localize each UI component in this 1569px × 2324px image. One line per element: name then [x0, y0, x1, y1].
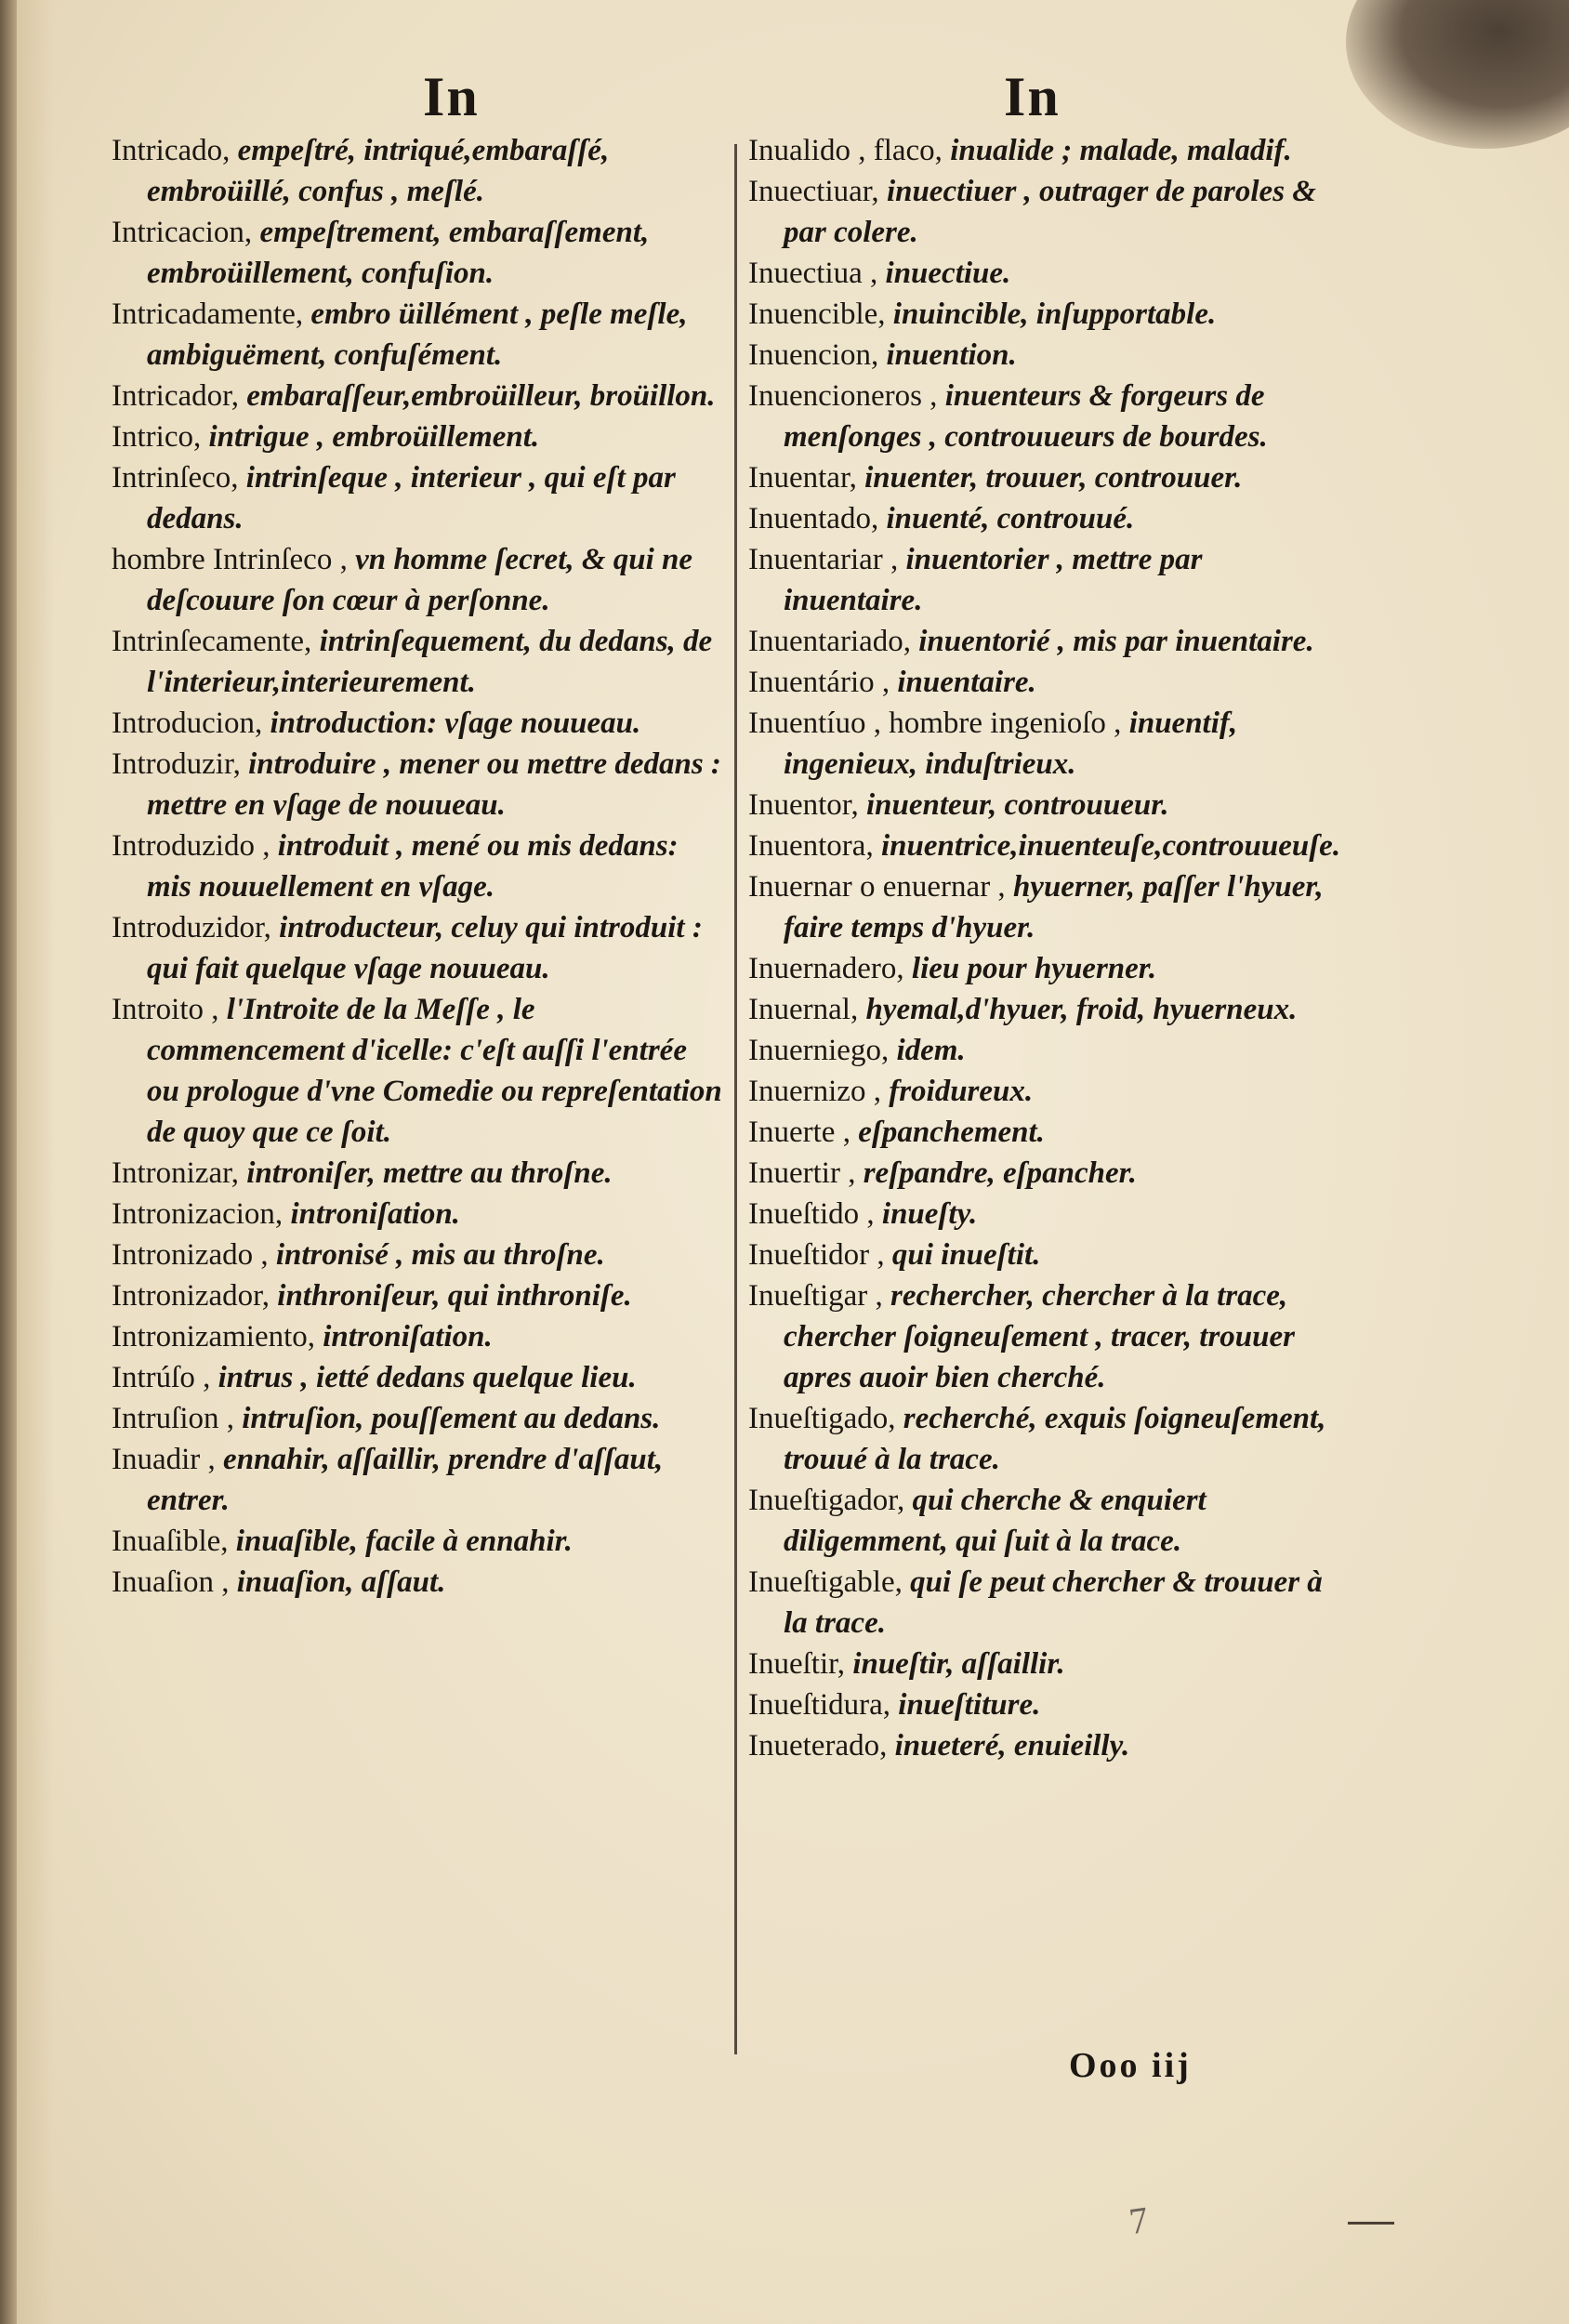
entry-definition: inuenté, controuué. [886, 502, 1135, 535]
entry-headword: Intricadamente, [112, 297, 304, 331]
entry-headword: Inueſtidura, [748, 1688, 891, 1722]
entry-definition: lieu pour hyuerner. [911, 952, 1157, 985]
entry-headword: Intruſion , [112, 1402, 234, 1435]
dictionary-entry [112, 989, 725, 1153]
entry-headword: Inuentado, [748, 502, 879, 535]
dictionary-entry [748, 703, 1343, 785]
dictionary-entry [748, 1194, 1343, 1235]
entry-headword: Inuernadero, [748, 952, 904, 985]
entry-definition: inueſty. [881, 1197, 978, 1231]
entry-headword: Intricacion, [112, 216, 253, 249]
dictionary-entry [748, 376, 1343, 457]
dictionary-entry [748, 1275, 1343, 1398]
entry-headword: Inuentíuo , hombre ingenioſo , [748, 706, 1122, 740]
entry-headword: hombre Intrinſeco , [112, 543, 348, 576]
entry-definition: inueſtir, aſſaillir. [852, 1647, 1065, 1681]
right-column [748, 130, 1343, 1766]
entry-definition: inuenteurs & forgeurs de menſonges , controuueurs de bourdes. [784, 379, 1268, 454]
entry-definition: inuentif, ingenieux, induſtrieux. [784, 706, 1238, 781]
entry-headword: Inuernizo , [748, 1075, 881, 1108]
dictionary-entry [748, 1398, 1343, 1480]
dictionary-entry [112, 1194, 725, 1235]
entry-headword: Inuertir , [748, 1156, 856, 1190]
entry-headword: Intronizamiento, [112, 1320, 316, 1353]
dictionary-entry [112, 1316, 725, 1357]
entry-definition: intrigue , embroüillement. [208, 420, 540, 454]
entry-definition: inuenter, trouuer, controuuer. [864, 461, 1243, 495]
dictionary-entry [112, 212, 725, 294]
entry-headword: Inuadir , [112, 1443, 216, 1476]
dictionary-entry [112, 457, 725, 539]
dictionary-entry [748, 825, 1343, 866]
entry-headword: Inuentar, [748, 461, 857, 495]
dictionary-entry [748, 1725, 1343, 1766]
dictionary-entry [112, 294, 725, 376]
entry-headword: Inueſtidor , [748, 1238, 885, 1272]
entry-definition: rechercher, chercher à la trace, chercher ſoigneuſement , tracer, trouuer apres auoir bien cherché. [784, 1279, 1295, 1394]
entry-definition: inthroniſeur, qui inthroniſe. [277, 1279, 632, 1313]
signature-mark: Ooo iij [1069, 2046, 1192, 2085]
entry-headword: Inueſtigable, [748, 1565, 903, 1599]
dictionary-entry [748, 1644, 1343, 1684]
dictionary-entry [748, 130, 1343, 171]
dictionary-entry [112, 1562, 725, 1603]
entry-definition: introducteur, celuy qui introduit : qui fait quelque vſage nouueau. [147, 911, 703, 985]
dictionary-entry [748, 1153, 1343, 1194]
entry-definition: inuectiue. [885, 257, 1011, 290]
entry-definition: qui cherche & enquiert diligemment, qui ſuit à la trace. [784, 1484, 1206, 1558]
entry-headword: Intrinſeco, [112, 461, 239, 495]
left-margin [17, 0, 54, 2324]
entry-definition: empeſtrement, embaraſſement, embroüillement, confuſion. [147, 216, 650, 290]
dictionary-entry [748, 785, 1343, 825]
entry-definition: inuentaire. [897, 666, 1036, 699]
entry-headword: Intronizado , [112, 1238, 269, 1272]
entry-definition: introniſer, mettre au throſne. [246, 1156, 613, 1190]
entry-headword: Inuentariado, [748, 625, 912, 658]
entry-definition: intrinſeque , interieur , qui eſt par dedans. [147, 461, 676, 535]
entry-headword: Inuentor, [748, 788, 859, 822]
dictionary-entry [748, 989, 1343, 1030]
dictionary-entry [112, 130, 725, 212]
entry-headword: Inuernar o enuernar , [748, 870, 1006, 904]
dictionary-entry [112, 703, 725, 744]
entry-headword: Inuerte , [748, 1116, 850, 1149]
column-rule [734, 144, 737, 2054]
pencil-annotation: 7 [1126, 2198, 1152, 2243]
entry-headword: Inueſtido , [748, 1197, 875, 1231]
entry-headword: Inuencioneros , [748, 379, 938, 413]
entry-headword: Inuectiuar, [748, 175, 879, 208]
entry-definition: inuectiuer , outrager de paroles & par colere. [784, 175, 1316, 249]
entry-definition: froidureux. [889, 1075, 1034, 1108]
dictionary-entry [112, 744, 725, 825]
running-head-right: In [1004, 66, 1061, 127]
dictionary-entry [748, 171, 1343, 253]
entry-definition: empeſtré, intriqué,embaraſſé, embroüillé, confus , meſlé. [147, 134, 610, 208]
dictionary-entry [112, 1153, 725, 1194]
dictionary-entry [748, 1235, 1343, 1275]
dictionary-entry [748, 1112, 1343, 1153]
entry-definition: ennahir, aſſaillir, prendre d'aſſaut, entrer. [147, 1443, 664, 1517]
entry-headword: Inuentariar , [748, 543, 899, 576]
entry-definition: introniſation. [323, 1320, 493, 1353]
entry-headword: Introito , [112, 993, 219, 1026]
dictionary-entry [748, 948, 1343, 989]
entry-headword: Inueſtigar , [748, 1279, 883, 1313]
entry-definition: intruſion, pouſſement au dedans. [242, 1402, 661, 1435]
dictionary-entry [112, 1521, 725, 1562]
entry-headword: Inuectiua , [748, 257, 878, 290]
dictionary-entry [748, 294, 1343, 335]
entry-headword: Inueſtir, [748, 1647, 846, 1681]
entry-definition: introniſation. [290, 1197, 460, 1231]
dictionary-entry [112, 1398, 725, 1439]
entry-headword: Inuencion, [748, 338, 879, 372]
entry-headword: Introducion, [112, 706, 263, 740]
corner-stain [1346, 0, 1569, 149]
entry-headword: Intronizar, [112, 1156, 240, 1190]
entry-headword: Inueſtigado, [748, 1402, 896, 1435]
entry-definition: qui ſe peut chercher & trouuer à la trace. [784, 1565, 1323, 1640]
entry-headword: Introduzido , [112, 829, 270, 863]
entry-definition: idem. [896, 1034, 966, 1067]
dictionary-entry [748, 1030, 1343, 1071]
entry-headword: Intricado, [112, 134, 231, 167]
entry-definition: inuentorié , mis par inuentaire. [918, 625, 1314, 658]
entry-definition: embro üillément , peſle meſle, ambiguëment, confuſément. [147, 297, 688, 372]
entry-definition: hyuerner, paſſer l'hyuer, faire temps d'hyuer. [784, 870, 1324, 944]
dictionary-entry [748, 539, 1343, 621]
entry-headword: Inualido , flaco, [748, 134, 943, 167]
entry-definition: inuincible, inſupportable. [892, 297, 1217, 331]
entry-headword: Introduzidor, [112, 911, 271, 944]
entry-headword: Inuaſible, [112, 1525, 229, 1558]
dictionary-entry [112, 1439, 725, 1521]
entry-definition: intrinſequement, du dedans, de l'interieur,interieurement. [147, 625, 713, 699]
dictionary-entry [748, 662, 1343, 703]
entry-headword: Inueterado, [748, 1729, 888, 1763]
ink-dash [1348, 2222, 1394, 2225]
entry-definition: inuentrice,inuenteuſe,controuueuſe. [880, 829, 1341, 863]
entry-definition: introduction: vſage nouueau. [270, 706, 641, 740]
entry-headword: Intrúſo , [112, 1361, 211, 1394]
entry-headword: Inuentora, [748, 829, 874, 863]
entry-definition: inueſtiture. [898, 1688, 1041, 1722]
entry-headword: Intronizacion, [112, 1197, 283, 1231]
entry-definition: embaraſſeur,embroüilleur, broüillon. [246, 379, 716, 413]
entry-definition: reſpandre, eſpancher. [863, 1156, 1137, 1190]
dictionary-entry [748, 1071, 1343, 1112]
entry-definition: introduire , mener ou mettre dedans : mettre en vſage de nouueau. [147, 747, 721, 822]
dictionary-entry [112, 825, 725, 907]
dictionary-entry [112, 1235, 725, 1275]
dictionary-entry [112, 376, 725, 416]
entry-definition: inuaſion, aſſaut. [236, 1565, 446, 1599]
entry-definition: inuentorier , mettre par inuentaire. [784, 543, 1203, 617]
dictionary-entry [748, 866, 1343, 948]
entry-headword: Intricador, [112, 379, 240, 413]
dictionary-entry [112, 1275, 725, 1316]
entry-definition: qui inueſtit. [891, 1238, 1041, 1272]
entry-definition: inueteré, enuieilly. [894, 1729, 1130, 1763]
dictionary-entry [748, 253, 1343, 294]
dictionary-entry [748, 1684, 1343, 1725]
dictionary-entry [112, 621, 725, 703]
running-head-left: In [423, 66, 480, 127]
dictionary-entry [112, 1357, 725, 1398]
entry-definition: inuention. [886, 338, 1017, 372]
entry-headword: Inuerniego, [748, 1034, 890, 1067]
entry-definition: eſpanchement. [858, 1116, 1045, 1149]
entry-definition: inuaſible, facile à ennahir. [235, 1525, 573, 1558]
dictionary-entry [748, 457, 1343, 498]
dictionary-entry [748, 1562, 1343, 1644]
entry-headword: Inueſtigador, [748, 1484, 905, 1517]
entry-definition: introduit , mené ou mis dedans: mis nouuellement en vſage. [147, 829, 679, 904]
dictionary-entry [112, 907, 725, 989]
entry-definition: intronisé , mis au throſne. [275, 1238, 605, 1272]
entry-headword: Introduzir, [112, 747, 241, 781]
dictionary-entry [748, 498, 1343, 539]
dictionary-entry [112, 416, 725, 457]
entry-definition: l'Introite de la Meſſe , le commencement d'icelle: c'eſt auſſi l'entrée ou prologue d'vne Comedie ou repreſentation de quoy que ce ſoit. [147, 993, 722, 1149]
entry-definition: vn homme ſecret, & qui ne deſcouure ſon cœur à perſonne. [147, 543, 693, 617]
entry-headword: Inuencible, [748, 297, 886, 331]
entry-headword: Inuernal, [748, 993, 859, 1026]
entry-definition: recherché, exquis ſoigneuſement, trouué à la trace. [784, 1402, 1326, 1476]
entry-definition: hyemal,d'hyuer, froid, hyuerneux. [865, 993, 1298, 1026]
dictionary-entry [748, 1480, 1343, 1562]
entry-headword: Inuaſion , [112, 1565, 230, 1599]
dictionary-entry [748, 621, 1343, 662]
entry-definition: intrus , ietté dedans quelque lieu. [218, 1361, 637, 1394]
left-column [112, 130, 725, 1603]
page-edge-shadow [0, 0, 17, 2324]
entry-headword: Inuentário , [748, 666, 890, 699]
entry-headword: Intrinſecamente, [112, 625, 312, 658]
entry-definition: inualide ; malade, maladif. [950, 134, 1292, 167]
entry-headword: Intronizador, [112, 1279, 270, 1313]
dictionary-entry [112, 539, 725, 621]
entry-headword: Intrico, [112, 420, 202, 454]
entry-definition: inuenteur, controuueur. [865, 788, 1169, 822]
dictionary-entry [748, 335, 1343, 376]
